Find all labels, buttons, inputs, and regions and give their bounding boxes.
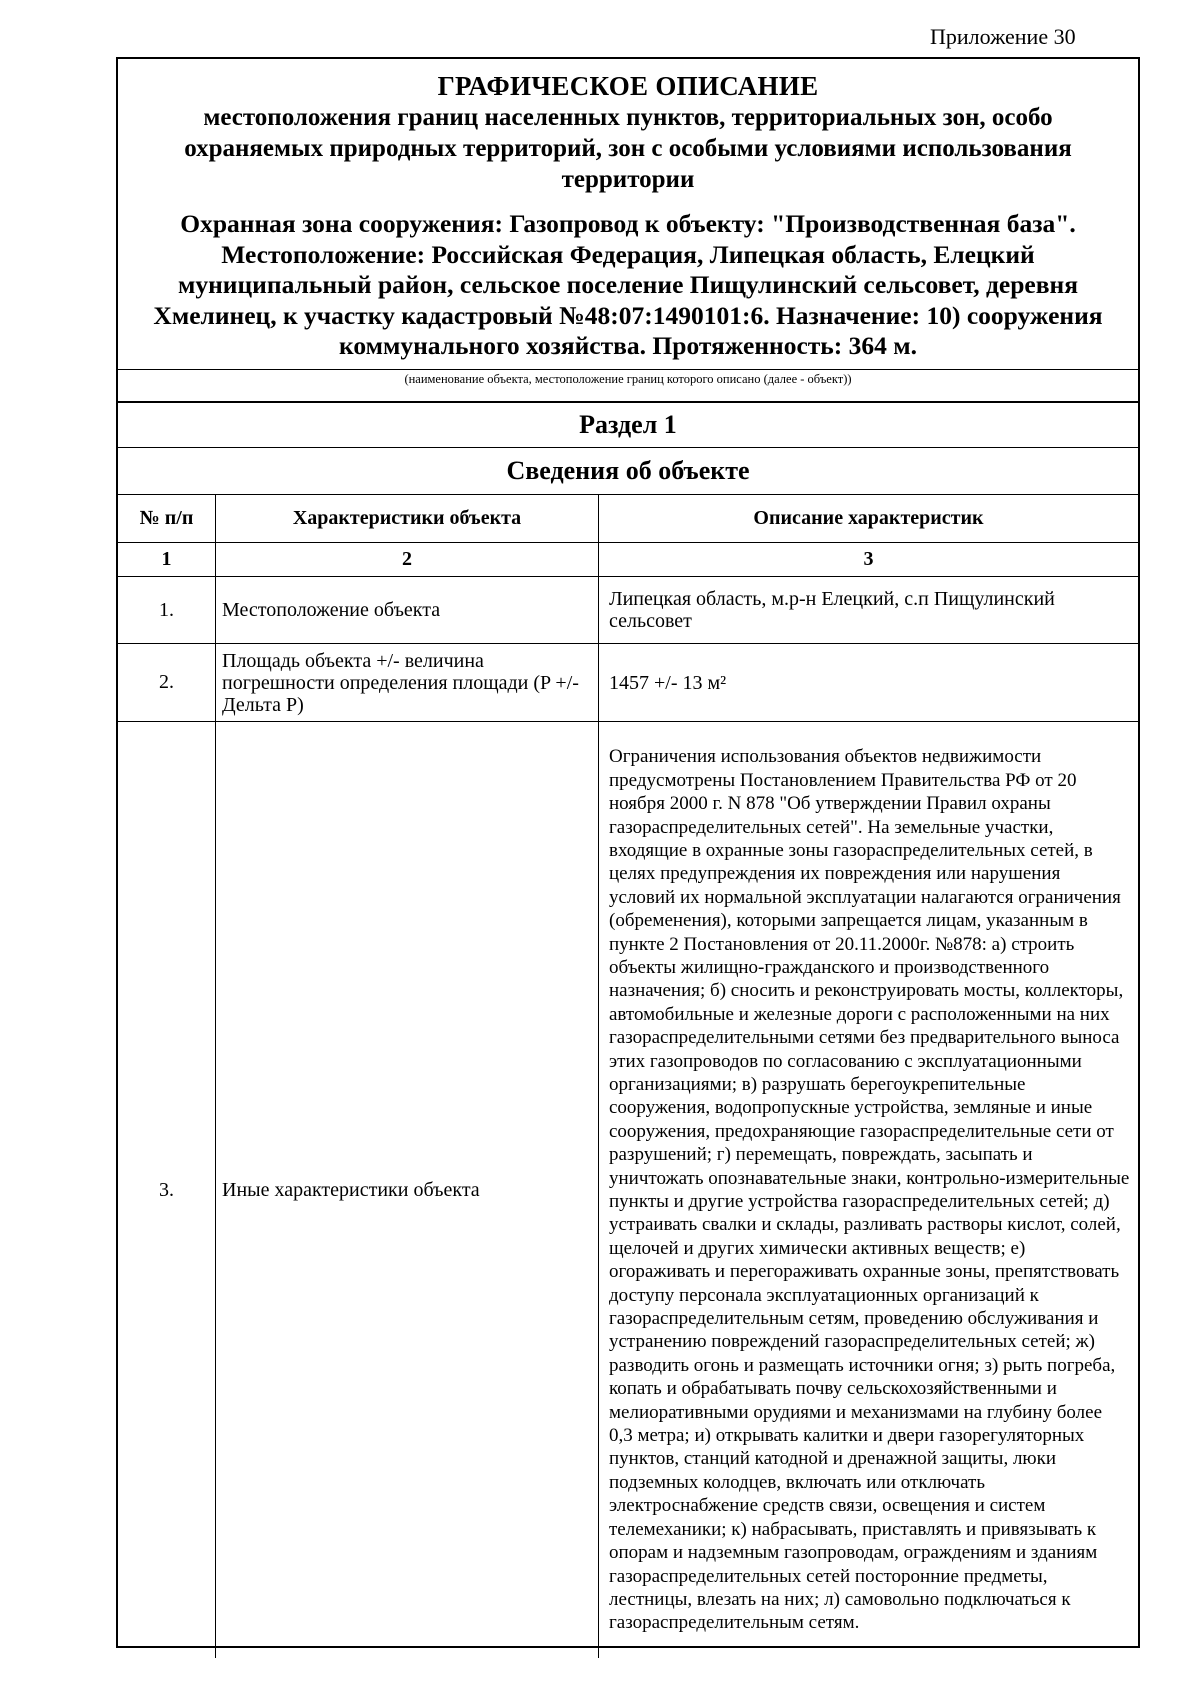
row-number: 1.: [118, 577, 216, 644]
row-characteristic: Иные характеристики объекта: [216, 722, 599, 1659]
object-info-table: [118, 494, 1138, 1658]
header-cell-number: № п/п: [118, 495, 216, 543]
section-title: Раздел 1: [118, 401, 1138, 447]
document-subtitle: местоположения границ населенных пунктов, территориальных зон, особо охраняемых природных территорий, зон с особыми условиями использования территории: [184, 104, 1072, 193]
header-cell-characteristic: Характеристики объекта: [216, 495, 599, 543]
column-number-2: 2: [216, 543, 599, 577]
section-subtitle: Сведения об объекте: [118, 447, 1138, 494]
header-cell-description: Описание характеристик: [599, 495, 1139, 543]
column-number-row: [118, 543, 1138, 577]
row-number: 2.: [118, 644, 216, 722]
table-row: [118, 644, 1138, 722]
column-number-1: 1: [118, 543, 216, 577]
document-header: [118, 59, 1138, 369]
table-row: [118, 722, 1138, 1659]
document-frame: [116, 57, 1140, 1648]
document-title: ГРАФИЧЕСКОЕ ОПИСАНИЕ: [437, 71, 819, 101]
table-header-row: [118, 495, 1138, 543]
row-description: 1457 +/- 13 м²: [599, 644, 1139, 722]
row-characteristic: Площадь объекта +/- величина погрешности определения площади (P +/- Дельта P): [216, 644, 599, 722]
row-description: Липецкая область, м.р-н Елецкий, с.п Пищулинский сельсовет: [599, 577, 1139, 644]
object-name-caption: (наименование объекта, местоположение границ которого описано (далее - объект)): [118, 369, 1138, 401]
object-name: Охранная зона сооружения: Газопровод к объекту: "Производственная база". Местоположение: Российская Федерация, Липецкая область, Елецкий муниципальный район, сельское поселение Пищулинский сельсовет, деревня Хмелинец, к участку кадастровый №48:07:1490101:6. Назначение: 10) сооружения коммунального хозяйства. Протяженность: 364 м.: [153, 209, 1103, 360]
row-description: Ограничения использования объектов недвижимости предусмотрены Постановлением Правительства РФ от 20 ноября 2000 г. N 878 "Об утверждении Правил охраны газораспределительных сетей". На земельные участки, входящие в охранные зоны газораспределительных сетей, в целях предупреждения их повреждения или нарушения условий их нормальной эксплуатации налагаются ограничения (обременения), которыми запрещается лицам, указанным в пункте 2 Постановления от 20.11.2000г. №878: а) строить объекты жилищно-гражданского и производственного назначения; б) сносить и реконструировать мосты, коллекторы, автомобильные и железные дороги с расположенными на них газораспределительными сетями без предварительного выноса этих газопроводов по согласованию с эксплуатационными организациями; в) разрушать берегоукрепительные сооружения, водопропускные устройства, земляные и иные сооружения, предохраняющие газораспределительные сети от разрушений; г) перемещать, повреждать, засыпать и уничтожать опознавательные знаки, контрольно-измерительные пункты и другие устройства газораспределительных сетей; д) устраивать свалки и склады, разливать растворы кислот, солей, щелочей и других химически активных веществ; е) огораживать и перегораживать охранные зоны, препятствовать доступу персонала эксплуатационных организаций к газораспределительным сетям, проведению обслуживания и устранению повреждений газораспределительных сетей; ж) разводить огонь и размещать источники огня; з) рыть погреба, копать и обрабатывать почву сельскохозяйственными и мелиоративными орудиями и механизмами на глубину более 0,3 метра; и) открывать калитки и двери газорегуляторных пунктов, станций катодной и дренажной защиты, люки подземных колодцев, включать или отключать электроснабжение средств связи, освещения и систем телемеханики; к) набрасывать, приставлять и привязывать к опорам и надземным газопроводам, ограждениям и зданиям газораспределительных сетей посторонние предметы, лестницы, влезать на них; л) самовольно подключаться к газораспределительным сетям.: [599, 722, 1139, 1659]
column-number-3: 3: [599, 543, 1139, 577]
appendix-label: Приложение 30: [930, 24, 1076, 49]
row-number: 3.: [118, 722, 216, 1659]
table-row: [118, 577, 1138, 644]
row-characteristic: Местоположение объекта: [216, 577, 599, 644]
